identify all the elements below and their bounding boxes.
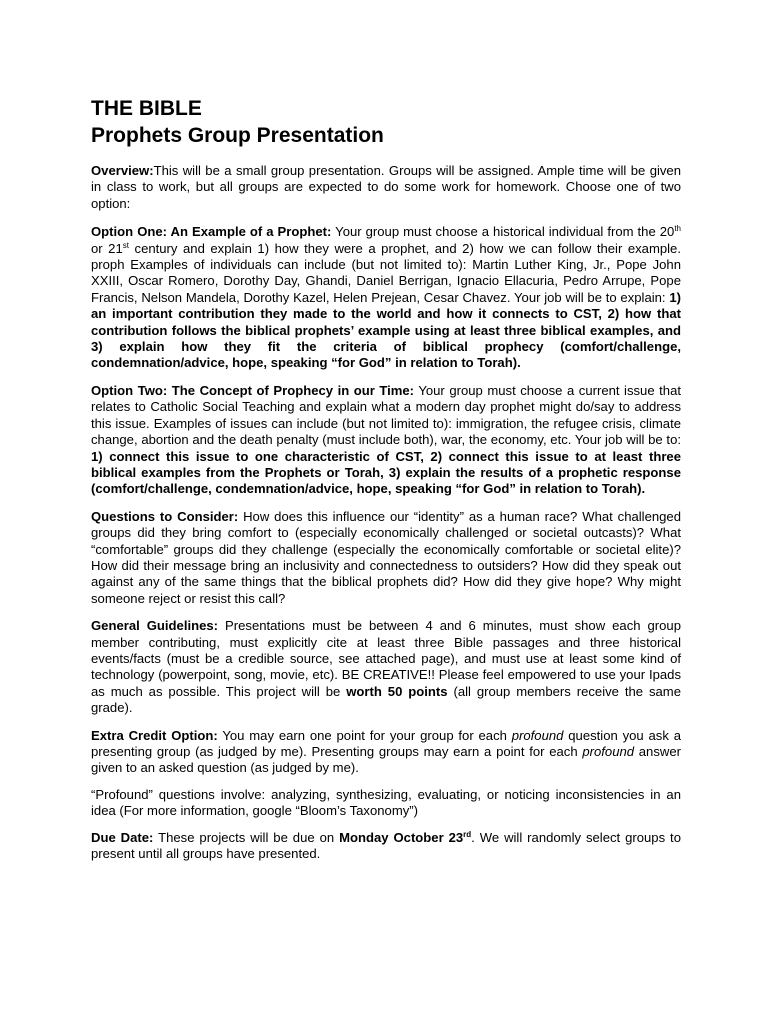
option-two-text: Your group must choose a current issue that relates to Catholic Social Teaching and explain what a modern day prophet might do/say to address this issue. Examples of issues can include (but not limited to): immigration, the refugee crisis, climate change, abortion and the death penalty (must include both), war, the economy, etc. Your job will be to: (91, 382, 681, 448)
option-two-paragraph (91, 383, 681, 498)
due-date-paragraph (91, 830, 681, 863)
guidelines-text-b: (all group members receive the same grade). (91, 683, 681, 716)
document-page (91, 95, 681, 862)
extra-credit-italic-b: profound (582, 744, 635, 759)
questions-paragraph (91, 509, 681, 607)
title-line-1: THE BIBLE (91, 97, 202, 120)
option-one-paragraph (91, 224, 681, 372)
option-one-text-a: Your group must choose a historical individual from the 20 (331, 224, 675, 240)
questions-text: How does this influence our “identity” as a human race? What challenged groups did they bring comfort to (especially economically challenged or societal outcasts)? What “comfortable” groups did they challenge (especially the economically comfortable or societal elite)? How did their message bring an inclusivity and connectedness to outsiders? How did they speak out against any of the same things that the biblical prophets did? How did they give hope? Why might someone reject or resist this call? (91, 508, 681, 606)
profound-note-paragraph (91, 787, 681, 820)
option-two-label: Option Two: The Concept of Prophecy in our Time: (91, 382, 415, 398)
due-date-value: Monday October 23 (339, 829, 464, 845)
profound-note-text: “Profound” questions involve: analyzing, synthesizing, evaluating, or noticing inconsistencies in an idea (For more information, google “Bloom’s Taxonomy”) (91, 786, 681, 819)
guidelines-paragraph (91, 618, 681, 716)
due-date-label: Due Date: (91, 829, 154, 845)
overview-label: Overview: (91, 163, 154, 178)
option-one-sup-b: st (122, 240, 129, 250)
extra-credit-paragraph (91, 728, 681, 777)
extra-credit-text-a: You may earn one point for your group for each (217, 727, 512, 743)
extra-credit-italic-a: profound (511, 727, 564, 743)
option-one-label: Option One: An Example of a Prophet: (91, 224, 332, 240)
extra-credit-text-c: answer given to an asked question (as judged by me). (91, 744, 681, 776)
overview-text: This will be a small group presentation. Groups will be assigned. Ample time will be given in class to work, but all groups are expected to do some work for homework. Choose one of two option: (91, 163, 681, 211)
extra-credit-label: Extra Credit Option: (91, 727, 218, 743)
questions-label: Questions to Consider: (91, 508, 239, 524)
option-one-sup-a: th (674, 224, 681, 234)
due-date-text-a: These projects will be due on (153, 829, 340, 845)
guidelines-label: General Guidelines: (91, 618, 219, 634)
document-title (91, 95, 681, 149)
option-one-text-b: or 21 (91, 240, 123, 256)
option-one-text-c: century and explain 1) how they were a prophet, and 2) how we can follow their example. proph Examples of individuals can include (but not limited to): Martin Luther King, Jr., Pope John XXIII, Oscar Romero, Dorothy Day, Ghandi, Daniel Berrigan, Ignacio Ellacuria, Pedro Arrupe, Pope Francis, Nelson Mandela, Dorothy Kazel, Helen Prejean, Cesar Chavez. Your job will be to explain: (91, 240, 681, 305)
title-line-2: Prophets Group Presentation (91, 124, 384, 147)
guidelines-text-a: Presentations must be between 4 and 6 minutes, must show each group member contributing, must explicitly cite at least three Bible passages and three historical events/facts (must be a credible source, see attached page), and must use at least some kind of technology (powerpoint, song, movie, etc). BE CREATIVE!! Please feel empowered to use your Ipads as much as possible. This project will be (91, 618, 681, 699)
option-one-requirements: 1) an important contribution they made to the world and how it connects to CST, 2) how that contribution follows the biblical prophets’ example using at least three biblical examples, and 3) explain how they fit the criteria of biblical prophecy (comfort/challenge, condemnation/advice, hope, speaking “for God” in relation to Torah). (91, 289, 681, 371)
due-date-text-b: . We will randomly select groups to present until all groups have presented. (91, 829, 681, 862)
overview-paragraph (91, 163, 681, 212)
option-two-requirements: 1) connect this issue to one characteristic of CST, 2) connect this issue to at least three biblical examples from the Prophets or Torah, 3) explain the results of a prophetic response (comfort/challenge, condemnation/advice, hope, speaking “for God” in relation to Torah). (91, 448, 681, 497)
guidelines-points: worth 50 points (346, 683, 448, 699)
due-date-sup: rd (463, 829, 472, 839)
extra-credit-text-b: question you ask a presenting group (as judged by me). Presenting groups may earn a point for each (91, 727, 681, 759)
